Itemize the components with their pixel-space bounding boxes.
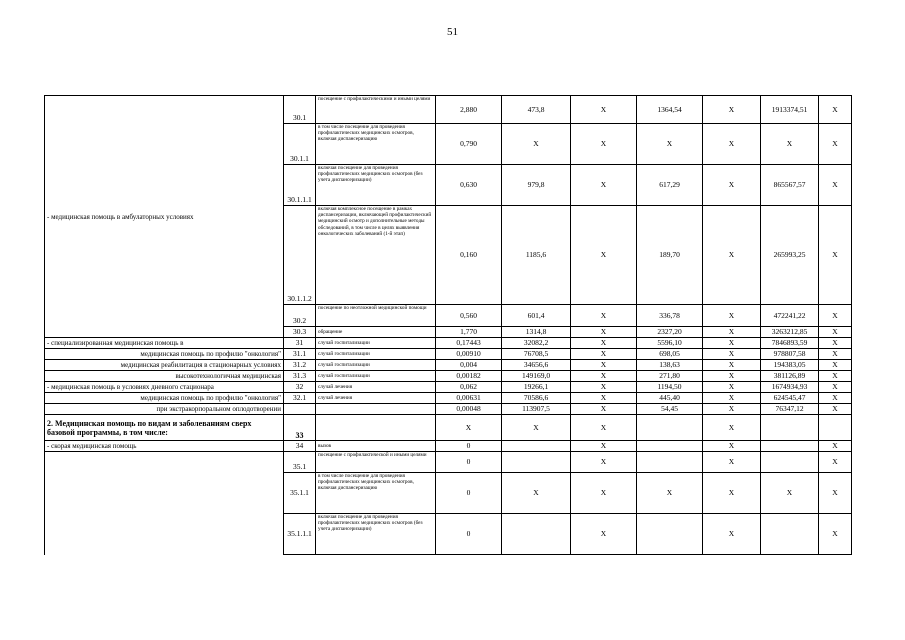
- cell-value: X: [819, 349, 852, 360]
- cell-value: X: [819, 452, 852, 473]
- table-row: [45, 404, 852, 415]
- cell-value: X: [571, 452, 637, 473]
- row-unit: [316, 404, 436, 415]
- cell-value: X: [571, 382, 637, 393]
- cell-value: 0,004: [436, 360, 502, 371]
- row-unit: обращение: [316, 327, 436, 338]
- table-row: [45, 338, 852, 349]
- cell-value: X: [703, 393, 761, 404]
- cell-value: X: [819, 393, 852, 404]
- cell-value: X: [819, 441, 852, 452]
- row-unit: посещение по неотложной медицинской помощи: [316, 305, 436, 327]
- cell-value: 149169,0: [502, 371, 571, 382]
- cell-value: 0,062: [436, 382, 502, 393]
- cell-value: X: [571, 305, 637, 327]
- cell-value: X: [571, 404, 637, 415]
- row-unit: включая посещение для проведения профилактических медицинских осмотров (без учета диспансеризации): [316, 165, 436, 206]
- cell-value: X: [819, 305, 852, 327]
- cell-value: 2327,20: [637, 327, 703, 338]
- table-row: [45, 382, 852, 393]
- cell-value: 445,40: [637, 393, 703, 404]
- row-unit: случай госпитализации: [316, 360, 436, 371]
- cell-value: 0: [436, 473, 502, 514]
- cell-value: [637, 441, 703, 452]
- cell-value: 76708,5: [502, 349, 571, 360]
- cell-value: X: [819, 124, 852, 165]
- cell-value: 0,160: [436, 206, 502, 305]
- cell-value: [761, 441, 819, 452]
- cell-value: 0: [436, 452, 502, 473]
- cell-value: X: [819, 404, 852, 415]
- cell-value: 617,29: [637, 165, 703, 206]
- cell-value: 0,00910: [436, 349, 502, 360]
- cell-value: [761, 514, 819, 555]
- row-unit: в том числе посещение для проведения профилактических медицинских осмотров, включая диспансеризацию: [316, 473, 436, 514]
- cell-value: X: [571, 441, 637, 452]
- cell-value: X: [571, 349, 637, 360]
- cell-value: 2,880: [436, 96, 502, 124]
- cell-value: X: [703, 360, 761, 371]
- cell-value: X: [571, 327, 637, 338]
- row-number: 35.1.1: [284, 473, 316, 514]
- row-number: 30.1.1.2: [284, 206, 316, 305]
- table-body: [45, 96, 852, 555]
- cell-value: X: [819, 206, 852, 305]
- row-number: 31: [284, 338, 316, 349]
- row-unit: случай лечения: [316, 393, 436, 404]
- cell-value: X: [703, 124, 761, 165]
- row-number: 30.3: [284, 327, 316, 338]
- row-number: [284, 404, 316, 415]
- cell-value: X: [637, 124, 703, 165]
- cell-value: 0: [436, 514, 502, 555]
- cell-value: 1185,6: [502, 206, 571, 305]
- cell-value: 5596,10: [637, 338, 703, 349]
- row-unit: посещение с профилактическими и иными целями: [316, 96, 436, 124]
- row-number: 35.1: [284, 452, 316, 473]
- cell-value: X: [819, 327, 852, 338]
- cell-value: X: [819, 371, 852, 382]
- table-row: [45, 360, 852, 371]
- row-number: 30.1.1: [284, 124, 316, 165]
- cell-value: [637, 415, 703, 441]
- cell-value: 979,8: [502, 165, 571, 206]
- cell-value: X: [703, 415, 761, 441]
- cell-value: 473,8: [502, 96, 571, 124]
- row-unit: включая комплексное посещение в рамках диспансеризации, включающей профилактический медицинский осмотр и дополнительные методы обследований, в том числе в целях выявления онкологических заболеваний (1-й этап): [316, 206, 436, 305]
- cell-value: X: [703, 305, 761, 327]
- cell-value: X: [703, 514, 761, 555]
- cell-value: X: [571, 473, 637, 514]
- cell-value: [761, 452, 819, 473]
- cell-value: 194383,05: [761, 360, 819, 371]
- cell-value: X: [703, 96, 761, 124]
- table-row: [45, 96, 852, 124]
- cell-value: 978807,58: [761, 349, 819, 360]
- cell-value: X: [571, 338, 637, 349]
- row-number: 31.1: [284, 349, 316, 360]
- cell-value: X: [703, 349, 761, 360]
- cell-value: X: [819, 96, 852, 124]
- row-label: высокотехнологичная медицинская: [45, 371, 284, 382]
- table-row: [45, 349, 852, 360]
- cell-value: 0,00182: [436, 371, 502, 382]
- cell-value: 624545,47: [761, 393, 819, 404]
- cell-value: X: [571, 371, 637, 382]
- cell-value: X: [502, 124, 571, 165]
- cell-value: X: [703, 165, 761, 206]
- cell-value: 54,45: [637, 404, 703, 415]
- cell-value: X: [761, 124, 819, 165]
- row-label: при экстракорпоральном оплодотворении: [45, 404, 284, 415]
- table-row: [45, 371, 852, 382]
- row-label: 2. Медицинская помощь по видам и заболеваниям сверх базовой программы, в том числе:: [45, 415, 284, 441]
- cell-value: 698,05: [637, 349, 703, 360]
- cell-value: X: [703, 452, 761, 473]
- row-unit: случай госпитализации: [316, 349, 436, 360]
- cell-value: X: [703, 338, 761, 349]
- data-table: [44, 95, 852, 555]
- cell-value: 0: [436, 441, 502, 452]
- row-unit: в том числе посещение для проведения профилактических медицинских осмотров, включая диспансеризацию: [316, 124, 436, 165]
- cell-value: 1674934,93: [761, 382, 819, 393]
- cell-value: 3263212,85: [761, 327, 819, 338]
- cell-value: X: [819, 514, 852, 555]
- cell-value: 865567,57: [761, 165, 819, 206]
- cell-value: 32082,2: [502, 338, 571, 349]
- cell-value: X: [637, 473, 703, 514]
- cell-value: [502, 441, 571, 452]
- row-label: - медицинская помощь в амбулаторных условиях: [45, 96, 284, 338]
- row-number: 30.2: [284, 305, 316, 327]
- row-number: 30.1.1.1: [284, 165, 316, 206]
- cell-value: X: [703, 441, 761, 452]
- cell-value: X: [819, 382, 852, 393]
- row-number: 33: [284, 415, 316, 441]
- cell-value: X: [703, 371, 761, 382]
- row-unit: посещение с профилактической и иными целями: [316, 452, 436, 473]
- cell-value: X: [703, 327, 761, 338]
- page-number: 51: [447, 26, 458, 38]
- cell-value: X: [502, 473, 571, 514]
- cell-value: X: [571, 393, 637, 404]
- table-row: [45, 393, 852, 404]
- cell-value: X: [819, 338, 852, 349]
- table-row: [45, 441, 852, 452]
- cell-value: 336,78: [637, 305, 703, 327]
- cell-value: 265993,25: [761, 206, 819, 305]
- cell-value: X: [436, 415, 502, 441]
- cell-value: 70586,6: [502, 393, 571, 404]
- cell-value: 0,00048: [436, 404, 502, 415]
- row-number: 32.1: [284, 393, 316, 404]
- cell-value: X: [819, 165, 852, 206]
- cell-value: 601,4: [502, 305, 571, 327]
- cell-value: X: [703, 382, 761, 393]
- cell-value: [502, 514, 571, 555]
- cell-value: 7846893,59: [761, 338, 819, 349]
- cell-value: [761, 415, 819, 441]
- cell-value: 1913374,51: [761, 96, 819, 124]
- cell-value: X: [571, 415, 637, 441]
- cell-value: 1194,50: [637, 382, 703, 393]
- row-label: - скорая медицинская помощь: [45, 441, 284, 452]
- row-unit: вызов: [316, 441, 436, 452]
- row-number: 31.2: [284, 360, 316, 371]
- cell-value: 138,63: [637, 360, 703, 371]
- row-unit: [316, 415, 436, 441]
- cell-value: [637, 514, 703, 555]
- row-number: 35.1.1.1: [284, 514, 316, 555]
- cell-value: 0,00631: [436, 393, 502, 404]
- row-number: 31.3: [284, 371, 316, 382]
- cell-value: 1314,8: [502, 327, 571, 338]
- cell-value: 0,17443: [436, 338, 502, 349]
- cell-value: 113907,5: [502, 404, 571, 415]
- row-label: - медицинская помощь в условиях дневного стационара: [45, 382, 284, 393]
- cell-value: X: [502, 415, 571, 441]
- cell-value: 271,80: [637, 371, 703, 382]
- row-number: 30.1: [284, 96, 316, 124]
- row-label: - специализированная медицинская помощь в: [45, 338, 284, 349]
- cell-value: 1364,54: [637, 96, 703, 124]
- cell-value: X: [703, 206, 761, 305]
- cell-value: X: [703, 404, 761, 415]
- cell-value: [819, 415, 852, 441]
- cell-value: X: [761, 473, 819, 514]
- row-unit: случай госпитализации: [316, 371, 436, 382]
- row-label: медицинская помощь по профилю "онкология": [45, 393, 284, 404]
- table-row: [45, 415, 852, 441]
- cell-value: 76347,12: [761, 404, 819, 415]
- row-unit: включая посещение для проведения профилактических медицинских осмотров (без учета диспансеризации): [316, 514, 436, 555]
- row-label: [45, 452, 284, 555]
- cell-value: 0,790: [436, 124, 502, 165]
- cell-value: X: [819, 360, 852, 371]
- row-unit: случай лечения: [316, 382, 436, 393]
- cell-value: X: [571, 206, 637, 305]
- cell-value: 472241,22: [761, 305, 819, 327]
- row-label: медицинская помощь по профилю "онкология": [45, 349, 284, 360]
- cell-value: 189,70: [637, 206, 703, 305]
- cell-value: X: [571, 165, 637, 206]
- cell-value: X: [703, 473, 761, 514]
- row-number: 32: [284, 382, 316, 393]
- row-unit: случай госпитализации: [316, 338, 436, 349]
- cell-value: 0,630: [436, 165, 502, 206]
- cell-value: 19266,1: [502, 382, 571, 393]
- cell-value: [637, 452, 703, 473]
- row-number: 34: [284, 441, 316, 452]
- cell-value: [502, 452, 571, 473]
- cell-value: X: [571, 96, 637, 124]
- cell-value: X: [571, 514, 637, 555]
- cell-value: X: [571, 360, 637, 371]
- cell-value: 34656,6: [502, 360, 571, 371]
- cell-value: 0,560: [436, 305, 502, 327]
- cell-value: X: [819, 473, 852, 514]
- cell-value: 1,770: [436, 327, 502, 338]
- row-label: медицинская реабилитация в стационарных условиях: [45, 360, 284, 371]
- cell-value: X: [571, 124, 637, 165]
- table-row: [45, 452, 852, 473]
- cell-value: 381126,89: [761, 371, 819, 382]
